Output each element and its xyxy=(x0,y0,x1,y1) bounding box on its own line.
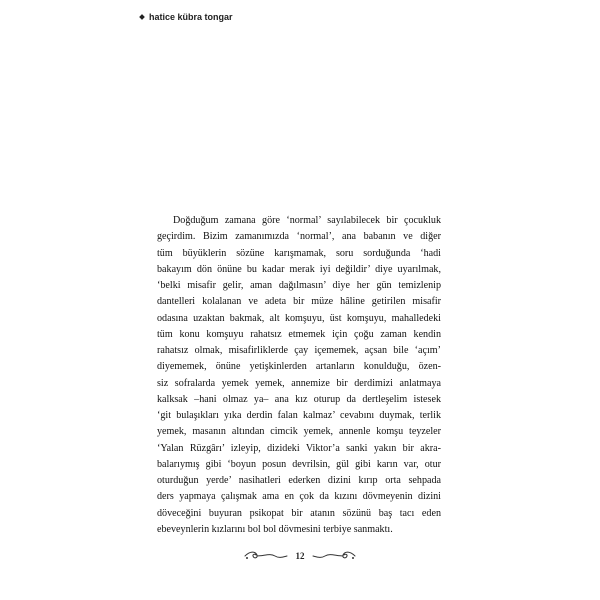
text-line-15: ‘Yalan Rüzgârı’ izleyip, dizideki Viktor’a sanki yakın bir akra- xyxy=(157,442,441,454)
text-line-10: diyememek, önüne yetişkinlerden artanların konulduğu, özen- xyxy=(157,361,441,373)
text-line-14: yemek, masanın altından cimcik yemek, annenle komşu teyzeler xyxy=(157,426,441,438)
text-line-2: geçirdim. Bizim zamanımızda ‘normal’, ana babanın ve diğer xyxy=(157,231,441,243)
page-footer xyxy=(0,550,600,562)
text-line-12: kalksak –hani olmaz ya– ana kız oturup da dertleşelim istesek xyxy=(157,393,441,405)
text-line-13: ‘git bulaşıkları yıka derdin falan kalmaz’ cevabını duymak, terlik xyxy=(157,410,441,421)
text-line-18: ders yapmaya çalışmak ama en çok da kızını dövmeyenin dizini xyxy=(157,491,441,503)
text-line-6: dantelleri kolalanan ve adeta bir müze hâline getirilen misafir xyxy=(157,296,441,308)
body-paragraph xyxy=(157,213,441,538)
header-author: hatice kübra tongar xyxy=(149,12,233,22)
text-line-11: siz sofralarda yemek yemek, annemize bir derdimizi anlatmaya xyxy=(157,377,441,389)
text-line-3: tüm büyüklerin sözüne karışmamak, soru sorduğunda ‘hadi xyxy=(157,247,441,259)
text-line-9: rahatsız olmak, misafirliklerde çay içememek, açsan bile ‘açım’ xyxy=(157,345,441,356)
text-line-7: odasına uzaktan bakmak, alt komşuyu, üst komşuyu, mahalledeki xyxy=(157,312,441,324)
running-header xyxy=(140,12,233,22)
swirl-ornament-left-icon xyxy=(244,550,288,562)
text-line-19: döveceğini buyuran psikopat bir atanın sözünü baş tacı eden xyxy=(157,507,441,519)
text-line-17: oturduğun yerde’ nasihatleri ederken dizini kırıp orta sehpada xyxy=(157,475,441,486)
text-line-20: ebeveynlerin kızlarını bol bol dövmesini terbiye sanmaktı. xyxy=(157,523,393,535)
text-line-16: balarıymış gibi ‘boyun posun devrilsin, gül gibi karın var, otur xyxy=(157,458,441,470)
text-line-5: ‘belki misafir gelir, aman dağılmasın’ diye her gün temizlenip xyxy=(157,280,441,291)
diamond-bullet-icon xyxy=(139,14,145,20)
page-number: 12 xyxy=(295,551,305,561)
text-line-1: Doğduğum zamana göre ‘normal’ sayılabilecek bir çocukluk xyxy=(173,215,441,226)
swirl-ornament-right-icon xyxy=(312,550,356,562)
text-line-4: bakayım dön önüne bu kadar merak iyi değildir’ diye uyarılmak, xyxy=(157,263,441,275)
text-line-8: tüm konu komşuyu rahatsız etmemek için çoğu zaman kendin xyxy=(157,328,441,340)
